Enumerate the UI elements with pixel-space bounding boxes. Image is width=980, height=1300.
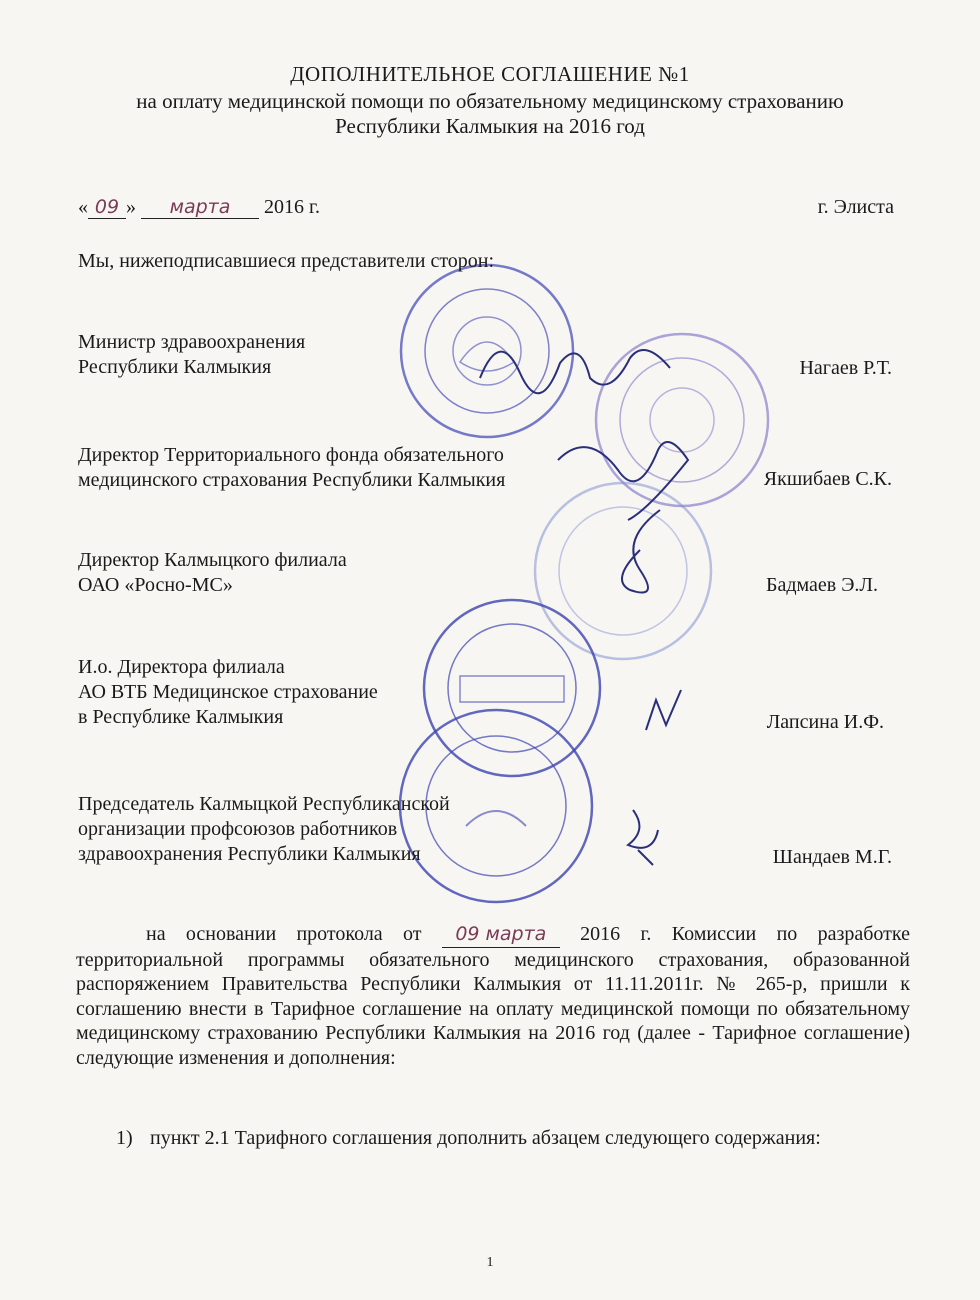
rosno-seal — [530, 478, 716, 664]
tfoms-seal — [592, 330, 772, 510]
list-item-text: пункт 2.1 Тарифного соглашения дополнить абзацем следующего содержания: — [150, 1127, 821, 1149]
signatory-name: Нагаев Р.Т. — [799, 357, 892, 379]
party-title-line: Директор Территориального фонда обязательного — [78, 444, 504, 466]
body-suffix: 2016 г. Комиссии по разработке территориальной программы обязательного медицинского страхования, образованной распоряжением Правительства Республики Калмыкия от 11.11.2011г. № 265-р, пришли к соглашению внести в Тарифное соглашение на оплату медицинской помощи по обязательному медицинскому страхованию Республики Калмыкия на 2016 год (далее - Тарифное соглашение) следующие изменения и дополнения: — [76, 923, 910, 1069]
party-title-line: Председатель Калмыцкой Республиканской — [78, 793, 450, 815]
party-ministry — [78, 330, 305, 380]
date-day: 09 — [88, 196, 126, 219]
open-quote: « — [78, 196, 88, 218]
party-tfoms — [78, 443, 505, 493]
party-title-line: Министр здравоохранения — [78, 331, 306, 353]
party-vtb — [78, 655, 378, 730]
protocol-date: 09 марта — [442, 922, 560, 948]
signature-badmaev — [600, 500, 700, 610]
intro-text: Мы, нижеподписавшиеся представители сторон: — [78, 250, 495, 272]
body-prefix: на основании протокола от — [146, 923, 422, 945]
party-title-line: И.о. Директора филиала — [78, 656, 285, 678]
signatory-name: Бадмаев Э.Л. — [765, 574, 878, 596]
party-title-line: здравоохранения Республики Калмыкия — [78, 843, 421, 865]
document-subtitle-line1: на оплату медицинской помощи по обязательному медицинскому страхованию — [136, 89, 844, 113]
signature-nagaev — [470, 318, 680, 408]
signatory-name: Якшибаев С.К. — [763, 468, 892, 490]
party-title-line: Директор Калмыцкого филиала — [78, 549, 347, 571]
party-title-line: Республики Калмыкия — [78, 356, 272, 378]
signature-shandaev — [618, 800, 668, 870]
page-number: 1 — [486, 1255, 494, 1270]
vtb-seal — [420, 596, 604, 780]
party-title-line: организации профсоюзов работников — [78, 818, 398, 840]
date-line — [78, 196, 320, 219]
date-month: марта — [141, 196, 259, 219]
list-item-number: 1) — [116, 1127, 133, 1149]
close-quote: » — [126, 196, 136, 218]
party-trade-union — [78, 792, 450, 867]
party-title-line: ОАО «Росно-МС» — [78, 574, 233, 596]
party-title-line: АО ВТБ Медицинское страхование — [78, 681, 378, 703]
body-paragraph — [76, 922, 910, 1070]
list-item — [116, 1126, 910, 1151]
ministry-seal — [398, 262, 576, 440]
party-rosno — [78, 548, 347, 598]
party-title-line: в Республике Калмыкия — [78, 706, 284, 728]
signatory-name: Шандаев М.Г. — [772, 846, 892, 868]
city: г. Элиста — [817, 196, 894, 218]
party-title-line: медицинского страхования Республики Калмыкия — [78, 469, 506, 491]
signature-lapsina — [636, 680, 696, 740]
document-subtitle-line2: Республики Калмыкия на 2016 год — [335, 114, 645, 138]
date-year: 2016 г. — [264, 196, 320, 218]
signatory-name: Лапсина И.Ф. — [766, 711, 884, 733]
signature-yakshibaev — [548, 420, 708, 530]
document-title: ДОПОЛНИТЕЛЬНОЕ СОГЛАШЕНИЕ №1 — [290, 62, 690, 86]
